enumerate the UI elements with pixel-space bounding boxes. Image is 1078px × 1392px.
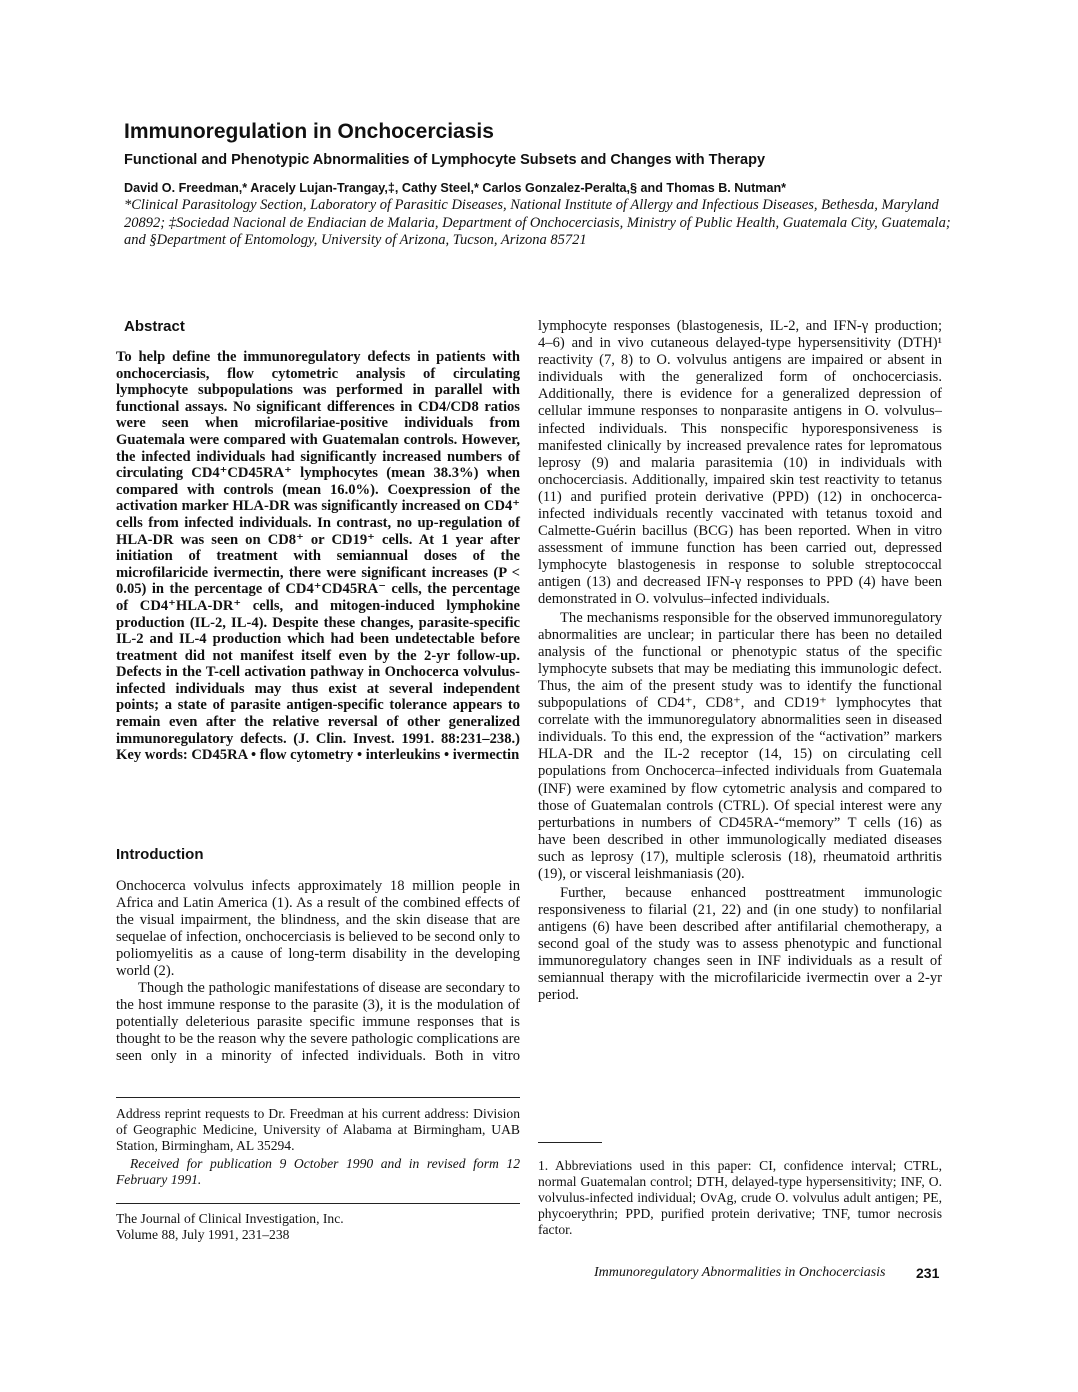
article-subtitle: Functional and Phenotypic Abnormalities of Lymphocyte Subsets and Changes with Therapy	[124, 152, 766, 168]
author-list: David O. Freedman,* Aracely Lujan-Trangay,‡, Cathy Steel,* Carlos Gonzalez-Peralta,§ and Thomas B. Nutman*	[124, 181, 787, 195]
introduction-left-text	[116, 878, 520, 1065]
abstract-text: To help define the immunoregulatory defects in patients with onchocerciasis, flow cytometric analysis of circulating lymphocyte subpopulations was performed in parallel with functional assays. No significant differences in CD4/CD8 ratios were seen when microfilariae-positive individuals from Guatemala were compared with Guatemalan controls. However, the infected individuals had significantly increased numbers of circulating CD4⁺CD45RA⁺ lymphocytes (mean 38.3%) when compared with controls (mean 16.0%). Coexpression of the activation marker HLA-DR was significantly increased on CD4⁺ cells from infected individuals. In contrast, no up-regulation of HLA-DR was seen on CD8⁺ or CD19⁺ cells. At 1 year after initiation of treatment with semiannual doses of the microfilaricide ivermectin, there were significant increases (P < 0.05) in the percentage of CD4⁺CD45RA⁻ cells, the percentage of CD4⁺HLA-DR⁺ cells, and mitogen-induced lymphokine production (IL-2, IL-4). Despite these changes, parasite-specific IL-2 and IL-4 production which had been undetectable before treatment did not manifest itself even by the 2-yr follow-up. Defects in the T-cell activation pathway in Onchocerca volvulus-infected individuals may thus exist at several independent points; a state of parasite antigen-specific tolerance appears to remain even after the relative reversal of other generalized immunoregulatory defects. (J. Clin. Invest. 1991. 88:231–238.) Key words: CD45RA • flow cytometry • interleukins • ivermectin	[116, 349, 520, 764]
abstract-heading: Abstract	[124, 318, 185, 335]
abbrev-divider	[538, 1142, 602, 1143]
journal-info	[116, 1211, 520, 1243]
journal-name: The Journal of Clinical Investigation, Inc.	[116, 1211, 344, 1226]
reprint-footnote	[116, 1106, 520, 1188]
journal-divider	[116, 1203, 520, 1204]
article-title: Immunoregulation in Onchocerciasis	[124, 120, 494, 143]
intro-paragraph-4: Further, because enhanced posttreatment immunologic responsiveness to filarial (21, 22) and (in one study) to nonfilarial antigens (6) have been described after antifilarial chemotherapy, a second goal of the study was to assess phenotypic and functional immunoregulatory changes seen in INF individuals as a result of semiannual therapy with the microfilaricide ivermectin over a 2-yr period.	[538, 884, 942, 1004]
abbreviations-footnote	[538, 1158, 942, 1238]
page-number: 231	[916, 1265, 940, 1281]
abstract-body	[116, 349, 520, 764]
intro-paragraph-2-start: Though the pathologic manifestations of disease are secondary to the host immune response to the parasite (3), it is the modulation of potentially deleterious parasite specific immune responses that is thought to be the reason why the severe pathologic complications are seen only in a minority of infected individuals. Both in vitro	[116, 980, 520, 1065]
journal-volume: Volume 88, July 1991, 231–238	[116, 1227, 290, 1242]
introduction-right-text	[538, 318, 942, 1083]
footnote-divider	[116, 1097, 520, 1098]
introduction-heading: Introduction	[116, 846, 204, 863]
running-footer-title: Immunoregulatory Abnormalities in Onchocerciasis	[594, 1265, 886, 1280]
received-note: Received for publication 9 October 1990 and in revised form 12 February 1991.	[116, 1156, 520, 1187]
intro-paragraph-3: The mechanisms responsible for the observed immunoregulatory abnormalities are unclear; in particular there has been no detailed analysis of the functional or phenotypic status of the specific lymphocyte subsets that may be mediating this immunologic defect. Thus, the aim of the present study was to identify the functional subpopulations of CD4⁺, CD8⁺, and CD19⁺ lymphocytes that correlate with the immunoregulatory abnormalities seen in diseased individuals. To this end, the expression of the “activation” markers HLA-DR and the IL-2 receptor (14, 15) on circulating cell populations from Onchocerca–infected individuals from Guatemala (INF) were examined by flow cytometric analysis and compared to those of Guatemalan controls (CTRL). Of special interest were any perturbations in numbers of CD45RA-“memory” T cells (16) as have been described in other immunologically mediated diseases such as leprosy (17), multiple sclerosis (18), rheumatoid arthritis (19), or visceral leishmaniasis (20).	[538, 610, 942, 882]
affiliations: *Clinical Parasitology Section, Laboratory of Parasitic Diseases, National Institute of Allergy and Infectious Diseases, Bethesda, Maryland 20892; ‡Sociedad Nacional de Endiacian de Malaria, Department of Onchocerciasis, Ministry of Public Health, Guatemala City, Guatemala; and §Department of Entomology, University of Arizona, Tucson, Arizona 85721	[124, 197, 951, 249]
intro-paragraph-2: lymphocyte responses (blastogenesis, IL-2, and IFN-γ production; 4–6) and in vivo cutaneous delayed-type hypersensitivity (DTH)¹ reactivity (7, 8) to O. volvulus antigens are impaired or absent in individuals with the generalized form of onchocerciasis. Additionally, there is evidence for a generalized depression of cellular immune responses to nonparasite antigens in O. volvulus–infected individuals. This nonspecific hyporesponsiveness is manifested clinically by increased prevalence rates for lepromatous leprosy (9) and malaria parasitemia (10) in individuals with onchocerciasis. Additionally, impaired skin test reactivity to tetanus (11) and purified protein derivative (PPD) (12) in onchocerca-infected individuals recently vaccinated with tetanus toxoid and Calmette-Guérin bacillus (BCG) has been reported. When in vitro assessment of immune function has been carried out, depressed lymphocyte blastogenesis in response to soluble streptococcal antigen (13) and decreased IFN-γ responses to PPD (4) have been demonstrated in O. volvulus–infected individuals.	[538, 318, 942, 607]
abbreviations-note: 1. Abbreviations used in this paper: CI, confidence interval; CTRL, normal Guatemalan control; DTH, delayed-type hypersensitivity; INF, O. volvulus-infected individual; OvAg, crude O. volvulus adult antigen; PE, phycoerythrin; PPD, purified protein derivative; TNF, tumor necrosis factor.	[538, 1158, 942, 1237]
intro-paragraph-2-continued	[538, 318, 942, 608]
reprint-note: Address reprint requests to Dr. Freedman at his current address: Division of Geographic Medicine, University of Alabama at Birmingham, UAB Station, Birmingham, AL 35294.	[116, 1106, 520, 1153]
intro-paragraph-1: Onchocerca volvulus infects approximately 18 million people in Africa and Latin America (1). As a result of the combined effects of the visual impairment, the blindness, and the skin disease that are sequelae of infection, onchocerciasis is believed to be second only to poliomyelitis as a cause of long-term disability in the developing world (2).	[116, 878, 520, 980]
